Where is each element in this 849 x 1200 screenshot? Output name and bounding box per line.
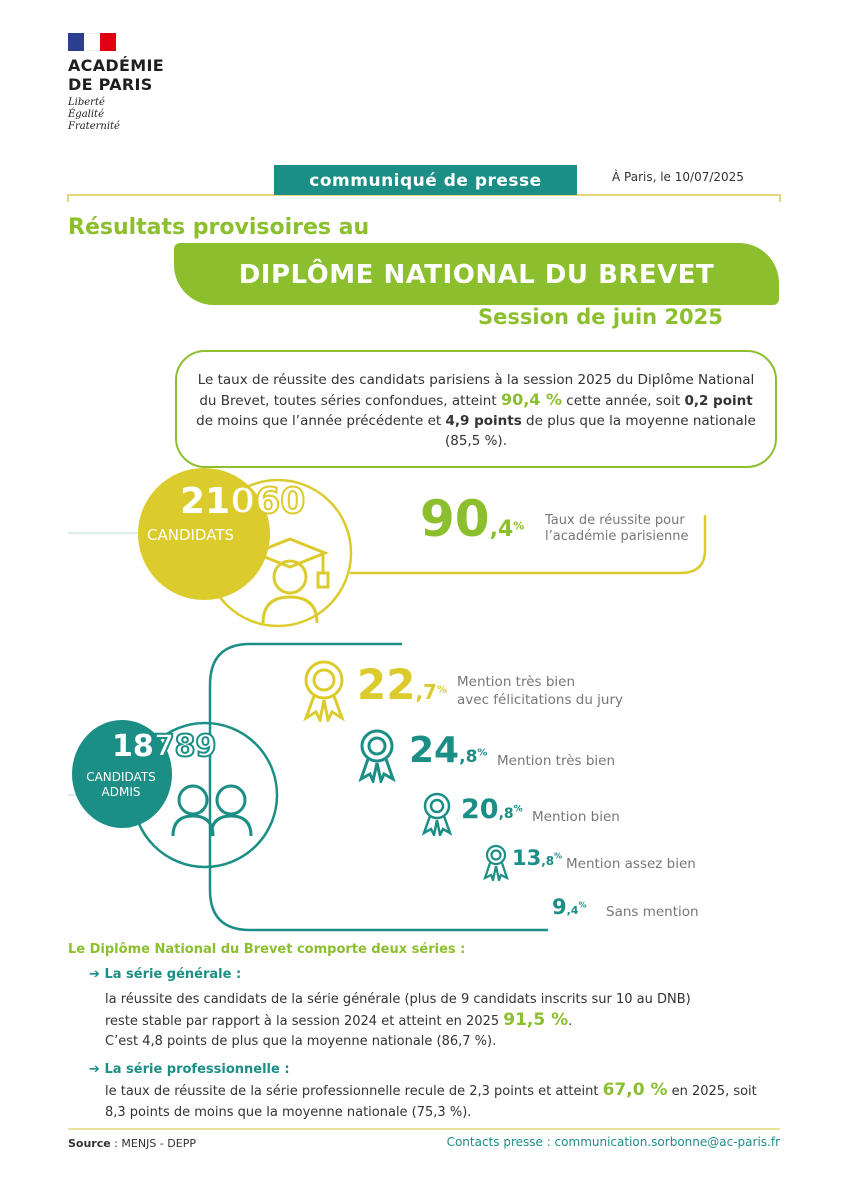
series-general-text: la réussite des candidats de la série générale (plus de 9 candidats inscrits sur 10 au DNB) reste stable par rapport à la session 2024 et atteint en 2025 91,5 %. C’est 4,8 points de plus que la moyenne nationale (86,7 %). [105,992,691,1049]
logo-line-2: DE PARIS [68,75,153,94]
mention-4-value: 13,8% [512,846,563,870]
mention-5-value: 9,4% [552,895,587,919]
motto-egalite: Égalité [68,109,104,120]
arrow-right-icon: ➔ [89,1062,100,1077]
motto-liberte: Liberté [68,97,105,108]
students-icon [165,778,261,838]
graduate-icon [245,535,335,625]
mention-3-label: Mention bien [532,809,620,825]
session-label: Session de juin 2025 [478,305,723,329]
motto-fraternite: Fraternité [68,121,120,132]
intro-text: Le taux de réussite des candidats parisiens à la session 2025 du Diplôme National du Brevet, toutes séries confondues, atteint 90,4 % cette année, soit 0,2 point de moins que l’année précédente et 4,9 points de plus que la moyenne nationale (85,5 %). [196,372,756,449]
admis-number: 18789 [112,729,217,764]
mention-3-value: 20,8% [461,794,523,825]
medal-icon-3 [418,790,456,836]
source: Source : MENJS - DEPP [68,1137,196,1150]
candidates-number: 21060 [180,481,306,522]
success-rate: 90,4% [420,490,525,548]
medal-icon-4 [481,843,511,881]
press-contacts: Contacts presse : communication.sorbonne@ac-paris.fr [446,1135,780,1149]
series-pro-rate: 67,0 % [602,1080,668,1100]
intro-rate: 90,4 % [500,390,563,409]
mention-2-label: Mention très bien [497,753,616,769]
logo-line-1: ACADÉMIE [68,56,164,75]
mention-5-label: Sans mention [606,904,699,920]
series-heading: Le Diplôme National du Brevet comporte deux séries : [68,942,466,957]
press-release-tab: communiqué de presse [274,165,577,195]
mention-4-label: Mention assez bien [566,856,696,872]
success-rate-label: Taux de réussite pour l’académie parisienne [545,513,689,544]
mention-2-value: 24,8% [409,730,488,771]
intro-box [175,350,777,468]
date: À Paris, le 10/07/2025 [612,170,744,184]
series-general-title: ➔ La série générale : [89,967,242,982]
series-pro-text: le taux de réussite de la série professionnelle recule de 2,3 points et atteint 67,0 % en 2025, soit 8,3 points de moins que la moyenne nationale (75,3 %). [105,1080,757,1120]
candidates-label: CANDIDATS [147,526,234,544]
mention-1-label: Mention très bien avec félicitations du jury [457,674,624,708]
mention-1-value: 22,7% [357,660,447,709]
title-banner: DIPLÔME NATIONAL DU BREVET [174,243,779,305]
series-general-rate: 91,5 % [503,1010,569,1030]
medal-icon-2 [354,727,400,783]
title-line: Résultats provisoires au [68,215,370,240]
arrow-right-icon: ➔ [89,967,100,982]
series-pro-title: ➔ La série professionnelle : [89,1062,290,1077]
medal-icon-1 [298,658,350,722]
admis-label: CANDIDATS ADMIS [86,770,156,799]
